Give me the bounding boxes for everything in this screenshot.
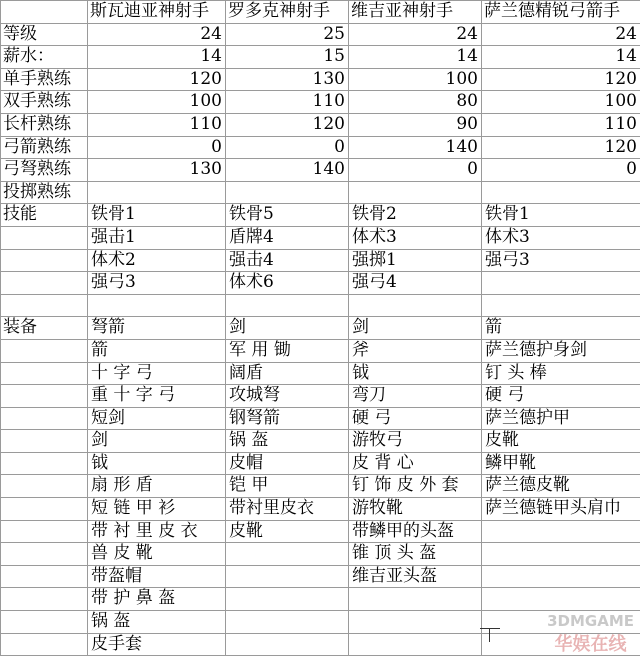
row-label: 等级: [1, 23, 88, 46]
stat-value-cell: [349, 181, 482, 204]
stat-value-cell: 15: [226, 46, 349, 69]
skill-cell: 铁骨2: [349, 204, 482, 227]
equipment-cell: 阔盾: [226, 362, 349, 385]
skills-row: [1, 226, 640, 249]
equipment-cell: 兽 皮 靴: [88, 543, 226, 566]
skill-cell: 铁骨1: [88, 204, 226, 227]
header-cell: 斯瓦迪亚神射手: [88, 1, 226, 24]
stat-value-cell: 100: [349, 68, 482, 91]
equipment-row: [1, 452, 640, 475]
row-label: 弓弩熟练: [1, 159, 88, 182]
stat-value-cell: [88, 181, 226, 204]
stat-value-cell: 120: [482, 68, 640, 91]
equipment-cell: 硬 弓: [482, 385, 640, 408]
stat-row: [1, 181, 640, 204]
skills-row: [1, 249, 640, 272]
row-label-empty: [1, 565, 88, 588]
equipment-cell: [482, 588, 640, 611]
equipment-row: [1, 317, 640, 340]
equipment-cell: [482, 565, 640, 588]
row-label-empty: [1, 498, 88, 521]
equipment-cell: 维吉亚头盔: [349, 565, 482, 588]
row-label-empty: [1, 520, 88, 543]
equipment-cell: 钢弩箭: [226, 407, 349, 430]
equipment-cell: 鳞甲靴: [482, 452, 640, 475]
row-label: 单手熟练: [1, 68, 88, 91]
equipment-cell: 弯刀: [349, 385, 482, 408]
stat-value-cell: [226, 181, 349, 204]
header-row: [1, 1, 640, 24]
equipment-cell: 带 护 鼻 盔: [88, 588, 226, 611]
row-label-empty: [1, 272, 88, 295]
equipment-cell: 皮靴: [482, 430, 640, 453]
row-label-empty: [1, 226, 88, 249]
equipment-cell: 箭: [88, 339, 226, 362]
equipment-cell: [226, 611, 349, 634]
row-label-empty: [1, 249, 88, 272]
stat-value-cell: 14: [349, 46, 482, 69]
empty-cell: [349, 294, 482, 317]
equipment-cell: 皮靴: [226, 520, 349, 543]
stat-value-cell: 90: [349, 113, 482, 136]
row-label-empty: [1, 362, 88, 385]
equipment-row: [1, 339, 640, 362]
skill-cell: 强击1: [88, 226, 226, 249]
equipment-cell: [349, 611, 482, 634]
equipment-cell: [349, 633, 482, 656]
stat-value-cell: 120: [88, 68, 226, 91]
row-label-empty: [1, 452, 88, 475]
equipment-cell: [349, 588, 482, 611]
equipment-row: [1, 543, 640, 566]
header-cell: 罗多克神射手: [226, 1, 349, 24]
stat-value-cell: 100: [88, 91, 226, 114]
skill-cell: 强弓4: [349, 272, 482, 295]
row-label: 投掷熟练: [1, 181, 88, 204]
equipment-cell: [226, 565, 349, 588]
empty-cell: [1, 294, 88, 317]
equipment-cell: [482, 633, 640, 656]
equipment-row: [1, 565, 640, 588]
equipment-cell: 钉 头 棒: [482, 362, 640, 385]
stat-value-cell: 130: [88, 159, 226, 182]
equipment-cell: 扇 形 盾: [88, 475, 226, 498]
row-label-empty: [1, 385, 88, 408]
equipment-cell: 锅 盔: [88, 611, 226, 634]
equipment-cell: [226, 633, 349, 656]
equipment-cell: [226, 588, 349, 611]
equipment-row: [1, 633, 640, 656]
equipment-cell: 斧: [349, 339, 482, 362]
row-label-empty: [1, 543, 88, 566]
corner-cell: [1, 1, 88, 24]
stat-row: [1, 113, 640, 136]
stat-value-cell: 80: [349, 91, 482, 114]
row-label-empty: [1, 407, 88, 430]
equipment-cell: [226, 543, 349, 566]
equipment-cell: 剑: [349, 317, 482, 340]
equipment-cell: 带鳞甲的头盔: [349, 520, 482, 543]
equipment-cell: [482, 543, 640, 566]
skill-cell: 强掷1: [349, 249, 482, 272]
empty-cell: [482, 294, 640, 317]
skill-cell: 盾牌4: [226, 226, 349, 249]
equipment-cell: 重 十 字 弓: [88, 385, 226, 408]
equipment-cell: 带衬里皮衣: [226, 498, 349, 521]
row-label-empty: [1, 633, 88, 656]
equipment-row: [1, 362, 640, 385]
cursor-mark: [480, 628, 500, 643]
skill-cell: 体术6: [226, 272, 349, 295]
equipment-cell: [482, 611, 640, 634]
stat-value-cell: 24: [88, 23, 226, 46]
equipment-cell: 铠 甲: [226, 475, 349, 498]
equipment-cell: 带盔帽: [88, 565, 226, 588]
row-label: 技能: [1, 204, 88, 227]
stat-value-cell: 110: [88, 113, 226, 136]
equipment-cell: 短剑: [88, 407, 226, 430]
equipment-cell: 萨兰德护身剑: [482, 339, 640, 362]
equipment-cell: 攻城弩: [226, 385, 349, 408]
row-label: 薪水：: [1, 46, 88, 69]
stat-row: [1, 91, 640, 114]
skill-cell: 铁骨5: [226, 204, 349, 227]
stat-row: [1, 159, 640, 182]
equipment-cell: 皮 背 心: [349, 452, 482, 475]
stat-row: [1, 46, 640, 69]
equipment-cell: 硬 弓: [349, 407, 482, 430]
skill-cell: 强弓3: [482, 249, 640, 272]
empty-cell: [226, 294, 349, 317]
equipment-row: [1, 611, 640, 634]
row-label: 长杆熟练: [1, 113, 88, 136]
row-label-empty: [1, 588, 88, 611]
equipment-cell: 萨兰德护甲: [482, 407, 640, 430]
watermark-top: 3DMGAME: [547, 612, 634, 630]
skill-cell: 体术2: [88, 249, 226, 272]
equipment-row: [1, 520, 640, 543]
equipment-row: [1, 475, 640, 498]
skill-cell: 体术3: [482, 226, 640, 249]
table-body: [1, 1, 640, 656]
equipment-cell: 钺: [349, 362, 482, 385]
stat-value-cell: 130: [226, 68, 349, 91]
equipment-cell: 十 字 弓: [88, 362, 226, 385]
stat-row: [1, 23, 640, 46]
equipment-cell: 军 用 锄: [226, 339, 349, 362]
equipment-cell: 萨兰德皮靴: [482, 475, 640, 498]
equipment-cell: 剑: [226, 317, 349, 340]
header-cell: 维吉亚神射手: [349, 1, 482, 24]
stat-value-cell: 110: [226, 91, 349, 114]
equipment-cell: 游牧靴: [349, 498, 482, 521]
skill-cell: 强击4: [226, 249, 349, 272]
row-label: 弓箭熟练: [1, 136, 88, 159]
header-cell: 萨兰德精锐弓箭手: [482, 1, 640, 24]
equipment-cell: 锅 盔: [226, 430, 349, 453]
equipment-cell: 箭: [482, 317, 640, 340]
stat-value-cell: 25: [226, 23, 349, 46]
stat-row: [1, 136, 640, 159]
equipment-cell: 弩箭: [88, 317, 226, 340]
stat-value-cell: 120: [482, 136, 640, 159]
equipment-cell: [482, 520, 640, 543]
stat-value-cell: 0: [226, 136, 349, 159]
stat-value-cell: 140: [226, 159, 349, 182]
stat-value-cell: 24: [482, 23, 640, 46]
skills-row: [1, 204, 640, 227]
skills-row: [1, 272, 640, 295]
equipment-cell: 短 链 甲 衫: [88, 498, 226, 521]
equipment-cell: 萨兰德链甲头肩巾: [482, 498, 640, 521]
stat-value-cell: 14: [88, 46, 226, 69]
skill-cell: 强弓3: [88, 272, 226, 295]
equipment-row: [1, 430, 640, 453]
stat-value-cell: 24: [349, 23, 482, 46]
equipment-cell: 带 衬 里 皮 衣: [88, 520, 226, 543]
row-label-empty: [1, 475, 88, 498]
equipment-cell: 皮帽: [226, 452, 349, 475]
stat-value-cell: 0: [349, 159, 482, 182]
stat-value-cell: 110: [482, 113, 640, 136]
row-label-empty: [1, 611, 88, 634]
stat-value-cell: 140: [349, 136, 482, 159]
stat-value-cell: 0: [482, 159, 640, 182]
spacer-row: [1, 294, 640, 317]
equipment-cell: 剑: [88, 430, 226, 453]
row-label-empty: [1, 339, 88, 362]
stat-value-cell: [482, 181, 640, 204]
equipment-row: [1, 407, 640, 430]
equipment-row: [1, 498, 640, 521]
row-label: 双手熟练: [1, 91, 88, 114]
stat-value-cell: 120: [226, 113, 349, 136]
stat-value-cell: 14: [482, 46, 640, 69]
stat-value-cell: 100: [482, 91, 640, 114]
equipment-row: [1, 588, 640, 611]
watermark-bottom: 华娱在线: [554, 634, 627, 655]
equipment-cell: 皮手套: [88, 633, 226, 656]
row-label-empty: [1, 430, 88, 453]
equipment-cell: 游牧弓: [349, 430, 482, 453]
skill-cell: 体术3: [349, 226, 482, 249]
empty-cell: [88, 294, 226, 317]
stat-value-cell: 0: [88, 136, 226, 159]
skill-cell: [482, 272, 640, 295]
equipment-row: [1, 385, 640, 408]
row-label: 装备: [1, 317, 88, 340]
equipment-cell: 锥 顶 头 盔: [349, 543, 482, 566]
equipment-cell: 钺: [88, 452, 226, 475]
equipment-cell: 钉 饰 皮 外 套: [349, 475, 482, 498]
stat-row: [1, 68, 640, 91]
skill-cell: 铁骨1: [482, 204, 640, 227]
